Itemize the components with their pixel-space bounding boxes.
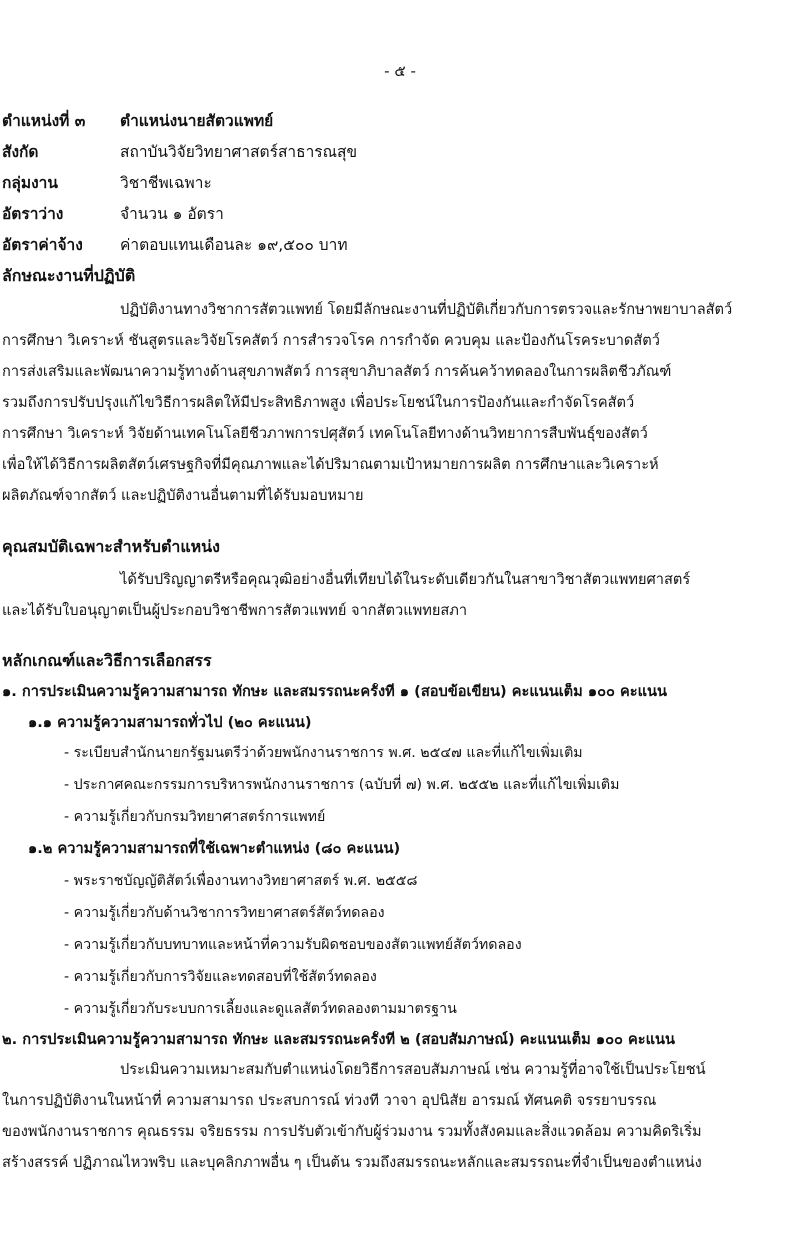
paragraph-line: รวมถึงการปรับปรุงแก้ไขวิธีการผลิตให้มีประสิทธิภาพสูง เพื่อประโยชน์ในการป้องกันและกำจัดโรคสัตว์ bbox=[2, 394, 635, 412]
info-row-position bbox=[2, 106, 792, 137]
qualifications-heading: คุณสมบัติเฉพาะสำหรับตำแหน่ง bbox=[2, 537, 220, 556]
paragraph-line: ประเมินความเหมาะสมกับตำแหน่งโดยวิธีการสอบสัมภาษณ์ เช่น ความรู้ที่อาจใช้เป็นประโยชน์ bbox=[120, 1061, 706, 1079]
paragraph-line: ผลิตภัณฑ์จากสัตว์ และปฏิบัติงานอื่นตามที่ได้รับมอบหมาย bbox=[2, 487, 364, 505]
info-row-group bbox=[2, 168, 792, 199]
paragraph-line: ของพนักงานราชการ คุณธรรม จริยธรรม การปรับตัวเข้ากับผู้ร่วมงาน รวมทั้งสังคมและสิ่งแวดล้อม ความคิดริเริ่ม bbox=[2, 1123, 702, 1141]
qualifications-paragraph bbox=[2, 565, 794, 627]
paragraph-line: การส่งเสริมและพัฒนาความรู้ทางด้านสุขภาพสัตว์ การสุขาภิบาลสัตว์ การค้นคว้าทดลองในการผลิตชีวภัณฑ์ bbox=[2, 363, 672, 381]
list-item: - ความรู้เกี่ยวกับด้านวิชาการวิทยาศาสตร์สัตว์ทดลอง bbox=[64, 905, 385, 922]
selection-item-1-title: ๑. การประเมินความรู้ความสามารถ ทักษะ และสมรรถนะครั้งที่ ๑ (สอบข้อเขียน) คะแนนเต็ม ๑๐๐ คะแนน bbox=[2, 683, 667, 700]
position-info bbox=[2, 106, 792, 261]
selection-heading: หลักเกณฑ์และวิธีการเลือกสรร bbox=[2, 651, 212, 670]
info-label: อัตราค่าจ้าง bbox=[2, 235, 83, 254]
info-row-affiliation bbox=[2, 137, 792, 168]
subsection-1-1-list bbox=[64, 738, 784, 834]
list-item: - ประกาศคณะกรรมการบริหารพนักงานราชการ (ฉบับที่ ๗) พ.ศ. ๒๕๕๒ และที่แก้ไขเพิ่มเติม bbox=[64, 777, 620, 794]
interview-paragraph bbox=[2, 1055, 794, 1179]
info-value: สถาบันวิจัยวิทยาศาสตร์สาธารณสุข bbox=[120, 142, 358, 161]
info-row-vacancy bbox=[2, 199, 792, 230]
info-value: วิชาชีพเฉพาะ bbox=[120, 173, 212, 192]
list-item: - ความรู้เกี่ยวกับการวิจัยและทดสอบที่ใช้สัตว์ทดลอง bbox=[64, 969, 377, 986]
paragraph-line: เพื่อให้ได้วิธีการผลิตสัตว์เศรษฐกิจที่มีคุณภาพและได้ปริมาณตามเป้าหมายการผลิต การศึกษาและวิเคราะห์ bbox=[2, 456, 659, 474]
duties-heading: ลักษณะงานที่ปฏิบัติ bbox=[2, 266, 136, 285]
paragraph-line: ในการปฏิบัติงานในหน้าที่ ความสามารถ ประสบการณ์ ท่วงที วาจา อุปนิสัย อารมณ์ ทัศนคติ จรรยาบรรณ bbox=[2, 1092, 657, 1110]
paragraph-line: ได้รับปริญญาตรีหรือคุณวุฒิอย่างอื่นที่เทียบได้ในระดับเดียวกันในสาขาวิชาสัตวแพทยศาสตร์ bbox=[120, 571, 691, 589]
paragraph-line: และได้รับใบอนุญาตเป็นผู้ประกอบวิชาชีพการสัตวแพทย์ จากสัตวแพทยสภา bbox=[2, 602, 468, 620]
list-item: - ความรู้เกี่ยวกับกรมวิทยาศาสตร์การแพทย์ bbox=[64, 809, 326, 826]
list-item: - ระเบียบสำนักนายกรัฐมนตรีว่าด้วยพนักงานราชการ พ.ศ. ๒๕๔๗ และที่แก้ไขเพิ่มเติม bbox=[64, 745, 583, 762]
info-value: ตำแหน่งนายสัตวแพทย์ bbox=[120, 111, 274, 130]
paragraph-line: ปฏิบัติงานทางวิชาการสัตวแพทย์ โดยมีลักษณะงานที่ปฏิบัติเกี่ยวกับการตรวจและรักษาพยาบาลสัตว์ bbox=[120, 301, 733, 319]
page-number: - ๕ - bbox=[384, 62, 416, 80]
paragraph-line: การศึกษา วิเคราะห์ วิจัยด้านเทคโนโลยีชีวภาพการปศุสัตว์ เทคโนโลยีทางด้านวิทยาการสืบพันธุ์ของสัตว์ bbox=[2, 425, 648, 443]
subsection-1-1-title: ๑.๑ ความรู้ความสามารถทั่วไป (๒๐ คะแนน) bbox=[28, 714, 312, 731]
info-value: ค่าตอบแทนเดือนละ ๑๙,๕๐๐ บาท bbox=[120, 235, 348, 254]
paragraph-line: สร้างสรรค์ ปฏิภาณไหวพริบ และบุคลิกภาพอื่น ๆ เป็นต้น รวมถึงสมรรถนะหลักและสมรรถนะที่จำเป็นของตำแหน่ง bbox=[2, 1154, 702, 1172]
info-label: สังกัด bbox=[2, 142, 39, 161]
subsection-1-2-title: ๑.๒ ความรู้ความสามารถที่ใช้เฉพาะตำแหน่ง (๘๐ คะแนน) bbox=[28, 840, 401, 857]
info-row-salary bbox=[2, 230, 792, 261]
info-value: จำนวน ๑ อัตรา bbox=[120, 204, 224, 223]
info-label: กลุ่มงาน bbox=[2, 173, 58, 192]
info-label: ตำแหน่งที่ ๓ bbox=[2, 111, 86, 130]
duties-paragraph bbox=[2, 295, 794, 512]
subsection-1-2-list bbox=[64, 866, 784, 1026]
info-label: อัตราว่าง bbox=[2, 204, 64, 223]
list-item: - ความรู้เกี่ยวกับบทบาทและหน้าที่ความรับผิดชอบของสัตวแพทย์สัตว์ทดลอง bbox=[64, 937, 522, 954]
list-item: - พระราชบัญญัติสัตว์เพื่องานทางวิทยาศาสตร์ พ.ศ. ๒๕๕๘ bbox=[64, 873, 418, 890]
selection-item-2-title: ๒. การประเมินความรู้ความสามารถ ทักษะ และสมรรถนะครั้งที่ ๒ (สอบสัมภาษณ์) คะแนนเต็ม ๑๐๐ คะแนน bbox=[2, 1031, 675, 1048]
paragraph-line: การศึกษา วิเคราะห์ ชันสูตรและวิจัยโรคสัตว์ การสำรวจโรค การกำจัด ควบคุม และป้องกันโรคระบาดสัตว์ bbox=[2, 332, 660, 350]
list-item: - ความรู้เกี่ยวกับระบบการเลี้ยงและดูแลสัตว์ทดลองตามมาตรฐาน bbox=[64, 1001, 457, 1018]
